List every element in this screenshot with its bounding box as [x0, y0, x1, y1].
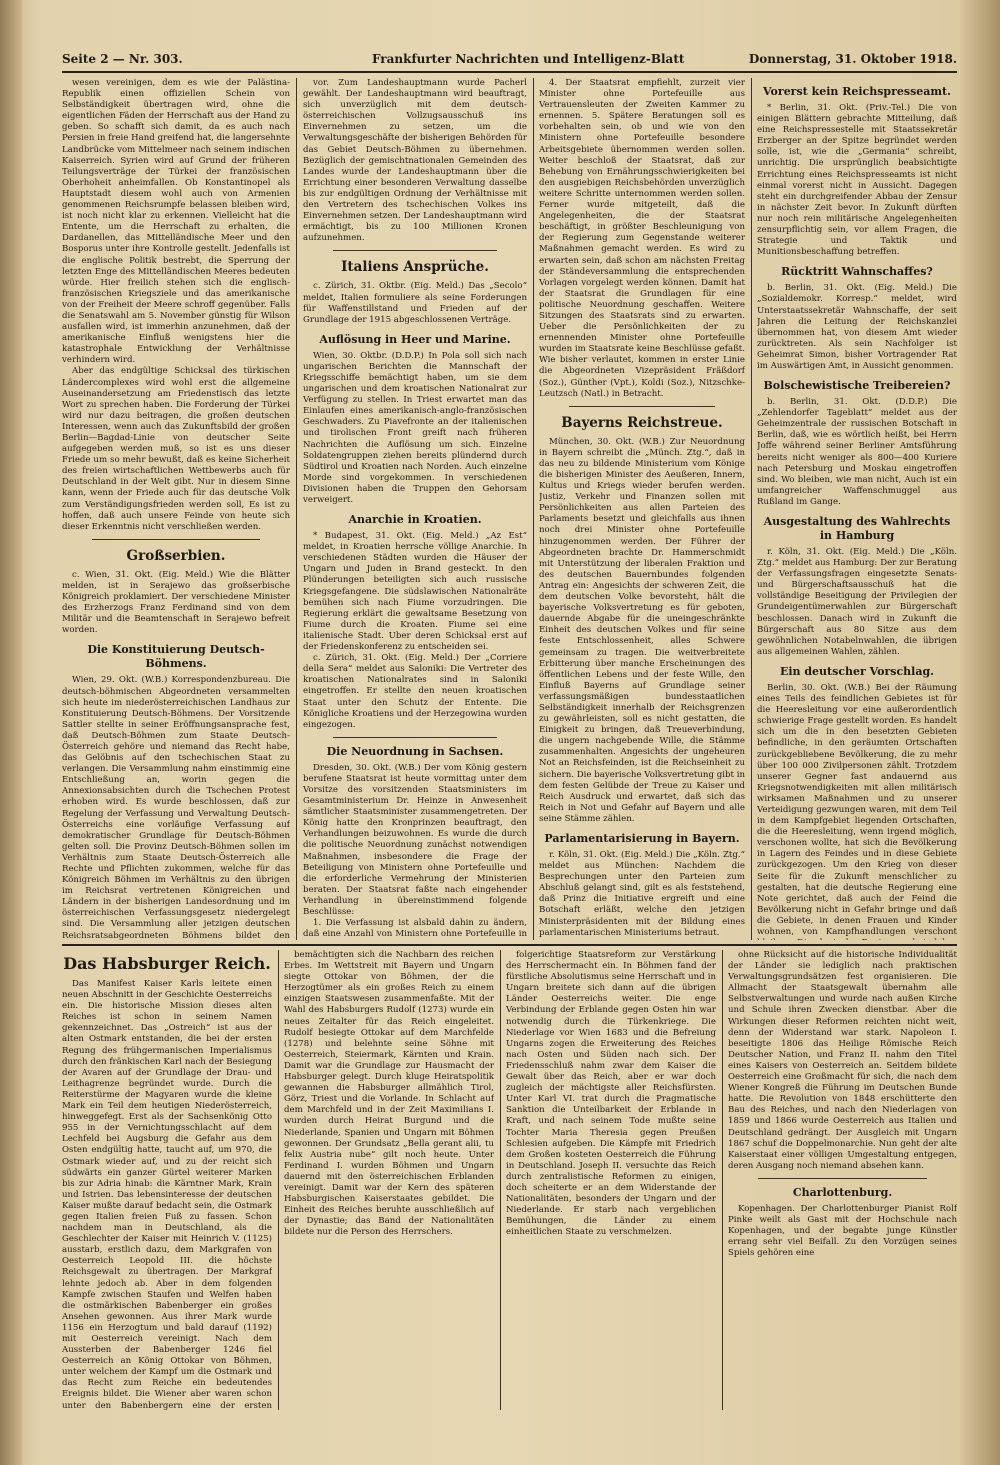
article-text: Wien, 30. Oktbr. (D.D.P.) In Pola soll sich nach ungarischen Berichten die Mannschaft der Kriegsschiffe bemächtigt haben, um sie dem ungarischen und dem kroatischen Nationalrat zur Verfügung zu stellen. In Triest erwartet man das Einlaufen eines amerikanisch-anglo-französischen Geschwaders. Zu Piavefronte an der italienischen und tirolischen Front greift nach früheren Nachrichten die Auflösung um sich. Einzelne Soldatengruppen ziehen bereits plündernd durch Südtirol und Kroatien nach Norden. Auch einzelne Morde sind vorgekommen. In verschiedenen Divisionen haben die Truppen den Gehorsam verweigert.: [303, 350, 527, 505]
article-text: c. Zürich, 31. Oktbr. (Eig. Meld.) Das „Secolo“ meldet, Italien formuliere als seine Forderungen für Waffenstillstand und Frieden auf der Grundlage der 1915 abgeschlossenen Verträge.: [303, 281, 527, 325]
column-rule: [722, 950, 723, 1410]
divider: [758, 1178, 927, 1179]
column-rule: [751, 78, 752, 940]
divider: [333, 737, 497, 738]
article-text: c. Wien, 31. Okt. (Eig. Meld.) Wie die Blätter melden, ist in Serajewo das großserbische Königreich proklamiert. Der verschiedene Minister des Erzherzogs Franz Ferdinand sind von dem Militär und die Beamtenschaft in Serajewo befreit worden.: [62, 569, 290, 636]
headline: Vorerst kein Reichspresseamt.: [763, 85, 951, 98]
column-4: [757, 78, 957, 940]
article-text: ohne Rücksicht auf die historische Individualität der Länder sie lediglich nach praktischen Verwaltungsgrundsätzen fest organisieren. Die Allmacht der Staatsgewalt übernahm alle Selbstverwaltungen und wurde nach außen Kirche und Schule ihren Zwecken dienstbar. Aber die Wirkungen dieser Reformen reichten nicht weit, denn der Widerstand war stark. Napoleon I. beseitigte 1806 das Heilige Römische Reich Deutscher Nation, und Franz II. nahm den Titel eines Kaisers von Oesterreich an. Seitdem bildete Oesterreich eine Großmacht für sich, die nach dem Wiener Kongreß die Führung im Deutschen Bunde hatte. Die Revolution von 1848 erschütterte den Bau des Reiches, und nach den Niederlagen von 1859 und 1866 wurde Oesterreich aus Italien und Deutschland gedrängt. Der Ausgleich mit Ungarn 1867 schuf die Doppelmonarchie. Nun geht der alte Kaiserstaat einer völligen Umgestaltung entgegen, deren Ausgang noch niemand absehen kann.: [728, 950, 957, 1171]
headline: Auflösung in Heer und Marine.: [319, 332, 511, 346]
issue-date: Donnerstag, 31. Oktober 1918.: [748, 52, 957, 66]
headline: Anarchie in Kroatien.: [348, 513, 482, 527]
headline: Rücktritt Wahnschaffes?: [781, 265, 933, 279]
feature-headline: Das Habsburger Reich.: [63, 954, 271, 973]
article-text: Kopenhagen. Der Charlottenburger Pianist Rolf Pinke weilt als Gast mit der Hochschule nach Kopenhagen, und der begabte junge Künstler errang sehr viel Beifall. Zu den Vorzügen seines Spiels gehören eine: [728, 1203, 957, 1259]
column-rule: [533, 78, 534, 940]
headline: Die Neuordnung in Sachsen.: [326, 744, 504, 758]
article-text: r. Köln, 31. Okt. (Eig. Meld.) Die „Köln. Ztg.“ meldet aus München: Nachdem die Besprechungen unter den Parteien zum Abschluß gelangt sind, gilt es als feststehend, daß Prinz die Initiative ergreift und eine Botschaft erläßt, welche den jetzigen Ministerpräsidenten mit der Bildung eines parlamentarischen Ministeriums betraut.: [539, 850, 745, 938]
headline: Bolschewistische Treibereien?: [763, 379, 951, 393]
headline: Die Konstituierung Deutsch-Böhmens.: [87, 643, 265, 671]
habsburg-column-1: [62, 950, 272, 1410]
habsburg-column-4: [728, 950, 957, 1410]
headline: Italiens Ansprüche.: [341, 259, 489, 276]
article-text: Berlin, 30. Okt. (W.B.) Bei der Räumung eines Teils des feindlichen Gebietes ist für die Heeresleitung vor eine außerordentlich schwierige Frage gestellt worden. Es handelt sich um die in den besetzten Gebieten befindliche, in den geräumten Ortschaften zurückgebliebene Bevölkerung, die zu mehr über 100 000 Zivilpersonen zählt. Trotzdem unserer Gegner fast andauernd aus Kriegsnotwendigkeiten mit allen militärisch wirksamen Maßnahmen und zu unserer Verteidigung gezwungen waren, mit dem Teil in dem Kampfgebiet liegenden Ortschaften, die die Heeresleitung, wenn irgend möglich, verschonen wollte, hat sich die Bevölkerung in Lagern des Feindes und in diese Gebiete zurückgezogen. Um den Krieg von dieser Seite für die Zukunft menschlicher zu gestalten, hat die deutsche Regierung eine Note gerichtet, daß auch der Feind die Bevölkerung nicht in Gefahr bringe und daß die Gebiete, in denen Frauen und Kinder wohnen, von Kampfhandlungen verschont: [757, 682, 957, 937]
masthead: Frankfurter Nachrichten und Intelligenz-Blatt: [372, 52, 685, 66]
habsburg-column-3: [506, 950, 716, 1410]
article-text: 1. Die Verfassung ist alsbald dahin zu ändern, daß eine Anzahl von Ministern ohne Portefeuille in: [303, 918, 527, 940]
headline: Ein deutscher Vorschlag.: [779, 664, 935, 678]
article-text: b. Berlin, 31. Okt. (Eig. Meld.) Die „Sozialdemokr. Korresp.“ meldet, wird Unterstaatssekretär Wahnschaffe, der seit Jahren die Leitung der Reichskanzlei übernommen hat, von diesem Amt wieder zurücktreten. Als sein Nachfolger ist Geheimrat Simon, bisher Vortragender Rat im Auswärtigen Amt, in Aussicht genommen.: [757, 283, 957, 371]
page-header: [62, 52, 957, 72]
header-rule: [62, 71, 957, 73]
headline: Charlottenburg.: [792, 1185, 893, 1199]
article-text: b. Berlin, 31. Okt. (D.D.P.) Die „Zehlendorfer Tageblatt“ meldet aus der Geheimzentrale der russischen Botschaft in Berlin, daß, wie es wörtlich heißt, bei Herrn Joffe während seiner Berliner Amtsführung bereits nicht weniger als 800—400 Kuriere nach Petersburg und Moskau eingetroffen sind. Wo bleiben, wie man nicht, Auch ist ein umfangreicher Waffenschmuggel aus Rußland im Gange.: [757, 397, 957, 507]
article-text: vor. Zum Landeshauptmann wurde Pacherl gewählt. Der Landeshauptmann wird beauftragt, sich unverzüglich mit dem deutsch-österreichischen Vollzugsausschuß ins Einvernehmen zu setzen, um die Verwaltungsgeschäfte der bisherigen Behörden für das Gebiet Deutsch-Böhmen zu übernehmen. Bezüglich der gemischtnationalen Gemeinden des Landes wurde der Landeshauptmann über die Errichtung einer besonderen Verwaltung dasselbe bis zur endgültigen Ordnung der Verhältnisse mit den Vertretern des tschechischen Volkes ins Einvernehmen setzen. Der Landeshauptmann wird ermächtigt, bis zu 100 Millionen Kronen aufzunehmen.: [303, 78, 527, 244]
article-text: bemächtigten sich die Nachbarn des reichen Erbes. Im Wettstreit mit Bayern und Ungarn siegte Ottokar von Böhmen, der die Herzogtümer als ein großes Reich zu einem einzigen Staatswesen zusammenfaßte. Mit der Wahl des Habsburgers Rudolf (1273) wurde ein neues Zeitalter für das Reich eingeleitet. Rudolf besiegte Ottokar auf dem Marchfelde (1278) und belehnte seine Söhne mit Oesterreich, Steiermark, Kärnten und Krain. Damit war die Grundlage zur Hausmacht der Habsburger gelegt. Durch kluge Heiratspolitik gewannen die Habsburger allmählich Tirol, Görz, Triest und die Vorlande. In Schlacht auf dem Marchfeld und in der Zeit Maximilians I. wurden durch Heirat Burgund und die Niederlande, Spanien und Ungarn mit Böhmen gewonnen. Der Grundsatz „Bella gerant alii, tu felix Austria nube“ gilt noch heute. Unter Ferdinand I. wurden Böhmen und Ungarn dauernd mit den österreichischen Erblanden vereinigt. Damit war der Kern des späteren Habsburgischen Kaiserstaates gebildet. Die Einheit des Reiches beruhte ausschließlich auf der Dynastie; das Band der Nationalitäten bildete nur die Person des Herrschers.: [284, 950, 494, 1238]
divider: [333, 250, 497, 251]
article-text: * Berlin, 31. Okt. (Priv.-Tel.) Die von einigen Blättern gebrachte Mitteilung, daß eine Reichspressestelle mit Staatssekretär Erzberger an der Spitze begründet werden solle, ist, wie die „Germania“ schreibt, unrichtig. Die ursprünglich beabsichtigte Errichtung eines Reichspresseamts ist nicht einmal vorerst nicht in Aussicht. Dagegen steht ein durchgreifender Abbau der Zensur in nächster Zeit bevor. In Zukunft dürften nur noch rein militärische Angelegenheiten zensurpflichtig sein, vor allem Fragen, die Strategie und Taktik und Munitionsbeschaffung betreffen.: [757, 103, 957, 258]
column-1: [62, 78, 290, 940]
divider: [569, 406, 715, 407]
column-3: [539, 78, 745, 940]
headline: Parlamentarisierung in Bayern.: [544, 832, 740, 845]
page-edge-right: [960, 0, 1000, 1465]
page-number: Seite 2 — Nr. 303.: [62, 52, 183, 66]
article-text: 4. Der Staatsrat empfiehlt, zurzeit vier Minister ohne Portefeuille aus Vertrauensleuten der Zweiten Kammer zu ernennen. 5. Spätere Beratungen soll es vorbehalten sein, ob und wie von den Ministern ohne Portefeuille besondere Arbeitsgebiete übernommen werden sollen. Weiter beschloß der Staatsrat, daß zur Behebung von Ernährungsschwierigkeiten bei den ausgiebigen Reichsbehörden unverzüglich weitere Schritte unternommen werden sollen. Ferner wurde mitgeteilt, daß die Angelegenheiten, die der Staatsrat beschäftigt, in größter Beschleunigung von der Regierung zum Gegenstande weiterer Maßnahmen gemacht werden. Es wird zu erwarten sein, daß schon am nächsten Freitag der Ständeversammlung die entsprechenden Vorlagen vorgelegt werden können. Damit hat der Staatsrat die Grundlagen für eine politische Neuordnung geschaffen. Weitere Sitzungen des Staatsrats sind zu erwarten. Ueber die Persönlichkeiten der zu ernennenden Minister ohne Portefeuille wurden im Staatsrate keine Beschlüsse gefaßt. Wie bisher verlautet, kommen in erster Linie die Abgeordneten Vizepräsident Fräßdorf (Soz.), Günther (Vpt.), Koldi (Soz.), Nitzschke-Leutzsch (Natl.) in Betracht.: [539, 78, 745, 399]
article-text: Wien, 29. Okt. (W.B.) Korrespondenzbureau. Die deutsch-böhmischen Abgeordneten versammelten sich heute im niederösterreichischen Landhaus zur Konstituierung Deutsch-Böhmens. Der Vorsitzende Sattler stellte in seiner Eröffnungsansprache fest, daß Deutsch-Böhmen zum Staate Deutsch-Österreich gehöre und niemand das Recht habe, das Gelöbnis auf den tschechischen Staat zu verlangen. Die Versammlung nahm einstimmig eine Entschließung an, worin gegen die Annexionsabsichten durch die Tschechen Protest erhoben wird. Es wurde beschlossen, daß zur Regelung der Verfassung und Verwaltung Deutsch-Österreichs eine vorläufige Verfassung auf demokratischer Grundlage für Deutsch-Böhmen gelten soll. Die Provinz Deutsch-Böhmen sollen im Verhältnis zum Staate Deutsch-Österreich alle Rechte und Pflichten zukommen, welche für das Königreich Böhmen im Verhältnis zu den übrigen im Reichsrat vertretenen Königreichen und Ländern in der bisherigen Landesordnung und im österreichischen Verfassungsgesetz niedergelegt sind. Die Versammlung aller jetzigen deutschen Reichsratsabgeordneten Böhmens bildet den: [62, 675, 290, 940]
section-rule: [62, 944, 957, 946]
article-text: München, 30. Okt. (W.B.) Zur Neuordnung in Bayern schreibt die „Münch. Ztg.“, daß in das neu zu bildende Ministerium vom Könige die bisherigen Minister des Aeußeren, Innern, Kultus und Kriegs wieder berufen werden. Justiz, Verkehr und Finanzen sollen mit Persönlichkeiten aus allen Parteien des Parlaments besetzt und gleichfalls aus ihnen noch drei Minister ohne Portefeuille hinzugenommen werden. Der Führer der Abgeordneten brachte Dr. Hammerschmidt mit Unterstützung der liberalen Fraktion und des deutschen Bauernbundes folgenden Antrag ein: Angesichts der schweren Zeit, die dem deutschen Volke bevorsteht, hält die bayerische Volksvertretung es für geboten, dauernde Abgabe für die uneingeschränkte Einheit des deutschen Volkes und für seine feste Entschlossenheit, alles Schwere gemeinsam zu tragen. Die weitverbreitete Erbitterung über manche Erscheinungen des öffentlichen Lebens und der feste Wille, den Einfluß Bayerns auf Grundlage seiner verfassungsmäßigen bundesstaatlichen Selbständigkeit innerhalb der Reichsgrenzen zu gewährleisten, soll es nicht gestatten, die Einigkeit zu bringen, daß Treueverbindung, die ungern nachgebende Wille, die Stämme zusammenhalten. Angesichts der ungeheuren Not an Reichsfeinden, ist die Reichseinheit zu sichern. Die bayerische Volksvertretung gibt in dem festen Gelübde der Treue zu Kaiser und Reich Ausdruck und erwartet, daß sich das Reich in Not und Gefahr auf Bayern und alle seine Stämme zählen.: [539, 436, 745, 824]
article-text: Dresden, 30. Okt. (W.B.) Der vom König gestern berufene Staatsrat ist heute vormittag unter dem Vorsitze des vorsitzenden Staatsministers im Gesamtministerium Dr. Heinze in Anwesenheit sämtlicher Staatsminister zusammengetreten. Der König hatte den Kronprinzen beauftragt, den Verhandlungen beizuwohnen. Es wurde die durch die politische Neuordnung zunächst notwendigen Maßnahmen, insbesondere die Frage der Beteiligung von Ministern ohne Portefeuille und die erforderliche Vermehrung der Ministerien beraten. Der Staatsrat faßte nach eingehender Verhandlung in übereinstimmend folgende Beschlüsse:: [303, 762, 527, 917]
habsburg-column-2: [284, 950, 494, 1410]
column-rule: [500, 950, 501, 1410]
article-text: Aber das endgültige Schicksal des türkischen Ländercomplexes wird wohl erst die allgemeine Auseinandersetzung am Friedenstisch das letzte Wort zu sprechen haben. Die Forderung der Türkei wird nur dazu beitragen, die großen deutschen Interessen, wenn auch das Zukunftsbild der großen Berlin—Bagdad-Linie von deutscher Seite aufgegeben werden muß, so ist es uns dieser Friede um so mehr bewußt, daß es keine Sicherheit des freien wirtschaftlichen Wettbewerbs auch für Deutschland in der Welt gibt. Nur in diesem Sinne kann, wenn der Friede auch für das deutsche Volk zum Verständigungsfrieden werden soll, Es ist zu hoffen, daß auch unsere Feinde von heute sich dieser Erkenntnis nicht verschließen werden.: [62, 366, 290, 532]
headline: Großserbien.: [126, 547, 226, 564]
headline: Ausgestaltung des Wahlrechts in Hamburg: [763, 515, 951, 542]
column-rule: [296, 78, 297, 940]
article-text: Das Manifest Kaiser Karls leitete einen neuen Abschnitt in der Geschichte Oesterreichs ein. Die historische Mission dieses alten Reiches ist schon in seinem Namen gekennzeichnet. Das „Ostreich“ ist aus der alten Ostmark entstanden, die bei der ersten Regung des frühgermanischen Imperialismus durch den fränkischen Karl nach der Besiegung der Avaren auf der Grundlage der Drau- und Leithagrenze begründet wurde. Durch die Reiterstürme der Magyaren wurde die kleine Mark ein Teil dem heutigen Niederösterreich, hinweggefegt. Erst als der Sachsenkönig Otto 955 in der Vernichtungsschlacht auf dem Lechfeld bei Augsburg die Gefahr aus dem Osten endgültig hatte, taucht auf, um 970, die Ostmark wieder auf, und zu der reicht sich südwärts ein ganzer Gürtel weiterer Marken bis zur Adria hinab: die Kärntner Mark, Krain und Istrien. Das lebensinteresse der deutschen Kaiser mußte darauf bedacht sein, die Ostmark gegen Italien freien Fuß zu fassen. Schon nachdem man in Deutschland, als die Geschlechter der Kaiser mit Heinrich V. (1125) ausstarb, erstlich dazu, dem Markgrafen von Oesterreich Leopold III. die höchste Reichsgewalt zu übertragen. Der Markgraf lehnte jedoch ab. Aber in dem folgenden Kampfe zwischen Staufen und Welfen haben die ostmärkischen Babenberger ein großes Ansehen gewonnen. Aus ihrer Mark wurde 1156 ein Herzogtum und bald darauf (1192) mit Oesterreich vereinigt. Nach dem Aussterben der Babenberger 1246 fiel Oesterreich an König Ottokar von Böhmen, unter welchem der Kampf um die Ostmark und das Recht zum Reiche ein bedeutendes Ereignis bildet. Die Wiener aber waren schon unter den Babenbergern eine der ersten: [62, 979, 272, 1410]
column-2: [303, 78, 527, 940]
article-text: folgerichtige Staatsreform zur Verstärkung des Herrschermacht ein. In Böhmen fand der fürstliche Absolutismus seine Herrschaft und in Ungarn breitete sich dann auf die übrigen Länder Oesterreichs weiter. Die enge Verbindung der Erblande gegen Osten hin war notwendig durch die Türkenkriege. Die Niederlage vor Wien 1683 und die Befreiung Ungarns zogen die Erweiterung des Reiches nach Osten und Süden nach sich. Der Friedensschluß nahm zwar dem Kaiser die Gewalt über das Reich, aber er war doch zugleich der mächtigste aller Reichsfürsten. Unter Karl VI. trat durch die Pragmatische Sanktion die Unteilbarkeit der Erblande in Kraft, und nach seinem Tode mußte seine Tochter Maria Theresia gegen Preußen Schlesien aufgeben. Die Kämpfe mit Friedrich dem Großen kosteten Oesterreich die Führung in Deutschland. Joseph II. versuchte das Reich durch zentralistische Reformen zu einigen, doch scheiterte er an dem Widerstande der Nationalitäten, besonders der Ungarn und der Niederlande. Er starb nach vergeblichen Bemühungen, die Länder zu einem einheitlichen Staate zu verschmelzen.: [506, 950, 716, 1238]
page-edge-left: [0, 0, 22, 1465]
divider: [92, 539, 260, 540]
article-text: wesen vereinigen, dem es wie der Palästina-Republik einen offiziellen Schein von Selbständigkeit übertragen wird, ohne die eigentlichen Fäden der Herrschaft aus der Hand zu geben. So schafft sich damit, da es auch nach Persien in freie Hand greifend hat, die langersehnte Landbrücke vom Mittelmeer nach seinem indischen Kaiserreich. Syrien wird auf Grund der früheren Teilungsverträge der Türkei der französischen Oberhoheit anheimfallen. Ob Konstantinopel als Hauptstadt diesem wohl auch von Armenien genommenen Reichsrumpfe belassen bleiben wird, ist noch nicht klar zu erkennen. Vielleicht hat die Entente, um die Herrschaft zu erhalten, die Dardanellen, das Mittelländische Meer und den Bosporus unter ihre Kontrolle gestellt. Jedenfalls ist die englische Politik bestrebt, die Sperrung der letzten Enge des Mittelländischen Meeres bedeuten würde. Hier freilich stehen sich die englisch-französischen Kriegsziele und das amerikanische von der Freiheit der Meere schroff gegenüber. Falls die Senatswahl am 5. November günstig für Wilson ausfallen wird, ist immerhin anzunehmen, daß der amerikanische Einfluß wenigstens hier die katastrophale Entwicklung der Verhältnisse verhindern wird.: [62, 78, 290, 366]
headline: Bayerns Reichstreue.: [561, 414, 723, 431]
article-text: r. Köln, 31. Okt. (Eig. Meld.) Die „Köln. Ztg.“ meldet aus Hamburg: Der zur Beratung der Verfassungsfragen eingesetzte Senats- und Bürgerschaftsausschuß hat die vollständige Beseitigung der Privilegien der Grundeigentümerwahlen zur Bürgerschaft beschlossen. Danach wird in Zukunft die Bürgerschaft aus 80 Sitze aus dem gewöhnlichen Notabelnwahlen, die übrigen aus allgemeinen Wahlen, zählen.: [757, 547, 957, 657]
article-text: c. Zürich, 31. Okt. (Eig. Meld.) Der „Corriere della Sera“ meldet aus Saloniki: Die Vertreter des kroatischen Nationalrates sind in Saloniki eingetroffen. Er stellte den neuen kroatischen Staat unter den Schutz der Entente. Die Königliche Kroatiens und der Herzegowina wurden eingezogen.: [303, 653, 527, 730]
column-rule: [278, 950, 279, 1410]
article-text: * Budapest, 31. Okt. (Eig. Meld.) „Az Est“ meldet, in Kroatien herrsche völlige Anarchie. In verschiedenen Städten wurden die Häuser der Ungarn und Juden in Brand gesteckt. In den Plünderungen beteiligten sich auch russische Kriegsgefangene. Die südslawischen Nationalräte bemühen sich nach Fiume vorzudringen. Die Regierung erklärt die gewaltsame Besetzung von Fiume durch die Kroaten. Fiume sei eine italienische Stadt. Uber deren Schicksal erst auf der Friedenskonferenz zu entscheiden sei.: [303, 531, 527, 653]
